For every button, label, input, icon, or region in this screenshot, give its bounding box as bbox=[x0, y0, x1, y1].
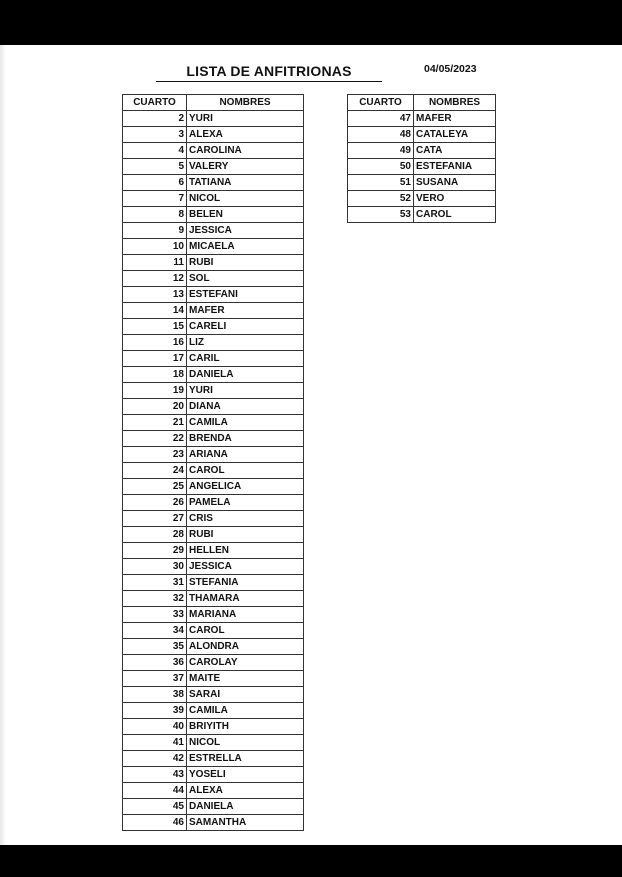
table-row bbox=[123, 223, 304, 239]
nombre-cell: NICOL bbox=[187, 191, 304, 207]
table-row bbox=[123, 191, 304, 207]
table-row bbox=[123, 559, 304, 575]
cuarto-cell: 25 bbox=[123, 479, 187, 495]
cuarto-cell: 50 bbox=[348, 159, 414, 175]
table-row bbox=[123, 175, 304, 191]
nombre-cell: CATA bbox=[414, 143, 496, 159]
nombre-cell: ANGELICA bbox=[187, 479, 304, 495]
nombre-cell: CAMILA bbox=[187, 703, 304, 719]
cuarto-cell: 39 bbox=[123, 703, 187, 719]
nombre-cell: ALEXA bbox=[187, 127, 304, 143]
cuarto-cell: 42 bbox=[123, 751, 187, 767]
nombre-cell: DIANA bbox=[187, 399, 304, 415]
table-row bbox=[123, 319, 304, 335]
cuarto-cell: 33 bbox=[123, 607, 187, 623]
table-row bbox=[348, 143, 496, 159]
cuarto-cell: 6 bbox=[123, 175, 187, 191]
nombre-cell: MAITE bbox=[187, 671, 304, 687]
table-row bbox=[123, 127, 304, 143]
cuarto-cell: 20 bbox=[123, 399, 187, 415]
cuarto-cell: 36 bbox=[123, 655, 187, 671]
cuarto-cell: 49 bbox=[348, 143, 414, 159]
nombre-cell: YURI bbox=[187, 111, 304, 127]
nombre-cell: ALEXA bbox=[187, 783, 304, 799]
nombre-cell: BRENDA bbox=[187, 431, 304, 447]
nombre-cell: MAFER bbox=[187, 303, 304, 319]
table-row bbox=[123, 815, 304, 831]
cuarto-cell: 48 bbox=[348, 127, 414, 143]
table-row bbox=[123, 351, 304, 367]
table-row bbox=[123, 431, 304, 447]
table-row bbox=[123, 143, 304, 159]
table-row bbox=[123, 399, 304, 415]
table-row bbox=[123, 623, 304, 639]
table-row bbox=[123, 767, 304, 783]
bottom-black-bar bbox=[0, 845, 622, 877]
cuarto-cell: 32 bbox=[123, 591, 187, 607]
table-row bbox=[123, 671, 304, 687]
table-row bbox=[123, 783, 304, 799]
cuarto-cell: 27 bbox=[123, 511, 187, 527]
table-row bbox=[123, 687, 304, 703]
nombre-cell: CATALEYA bbox=[414, 127, 496, 143]
table-row bbox=[123, 207, 304, 223]
header-cuarto: CUARTO bbox=[348, 95, 414, 111]
nombre-cell: YURI bbox=[187, 383, 304, 399]
cuarto-cell: 24 bbox=[123, 463, 187, 479]
cuarto-cell: 9 bbox=[123, 223, 187, 239]
nombre-cell: TATIANA bbox=[187, 175, 304, 191]
nombre-cell: CAMILA bbox=[187, 415, 304, 431]
table-row bbox=[123, 511, 304, 527]
title-underline bbox=[156, 81, 382, 82]
nombre-cell: CRIS bbox=[187, 511, 304, 527]
page-edge-shadow bbox=[0, 45, 6, 845]
cuarto-cell: 21 bbox=[123, 415, 187, 431]
cuarto-cell: 38 bbox=[123, 687, 187, 703]
nombre-cell: SARAI bbox=[187, 687, 304, 703]
cuarto-cell: 19 bbox=[123, 383, 187, 399]
cuarto-cell: 40 bbox=[123, 719, 187, 735]
nombre-cell: ESTRELLA bbox=[187, 751, 304, 767]
cuarto-cell: 51 bbox=[348, 175, 414, 191]
table-row bbox=[123, 271, 304, 287]
table-row bbox=[123, 575, 304, 591]
table-row bbox=[348, 111, 496, 127]
cuarto-cell: 46 bbox=[123, 815, 187, 831]
table-row bbox=[123, 447, 304, 463]
nombre-cell: ESTEFANIA bbox=[414, 159, 496, 175]
table-row bbox=[123, 591, 304, 607]
cuarto-cell: 12 bbox=[123, 271, 187, 287]
cuarto-cell: 16 bbox=[123, 335, 187, 351]
nombre-cell: THAMARA bbox=[187, 591, 304, 607]
cuarto-cell: 5 bbox=[123, 159, 187, 175]
table-row bbox=[123, 383, 304, 399]
nombre-cell: MICAELA bbox=[187, 239, 304, 255]
nombre-cell: VERO bbox=[414, 191, 496, 207]
cuarto-cell: 35 bbox=[123, 639, 187, 655]
table-row bbox=[123, 607, 304, 623]
roster-table-left bbox=[122, 94, 304, 831]
nombre-cell: PAMELA bbox=[187, 495, 304, 511]
table-row bbox=[348, 191, 496, 207]
nombre-cell: SOL bbox=[187, 271, 304, 287]
document-title: LISTA DE ANFITRIONAS bbox=[186, 63, 352, 79]
cuarto-cell: 52 bbox=[348, 191, 414, 207]
table-row bbox=[123, 719, 304, 735]
document-date: 04/05/2023 bbox=[424, 63, 477, 75]
nombre-cell: CARIL bbox=[187, 351, 304, 367]
table-row bbox=[123, 639, 304, 655]
document-page bbox=[0, 45, 622, 845]
nombre-cell: BELEN bbox=[187, 207, 304, 223]
cuarto-cell: 28 bbox=[123, 527, 187, 543]
table-row bbox=[348, 175, 496, 191]
cuarto-cell: 18 bbox=[123, 367, 187, 383]
cuarto-cell: 10 bbox=[123, 239, 187, 255]
nombre-cell: VALERY bbox=[187, 159, 304, 175]
header-cuarto: CUARTO bbox=[123, 95, 187, 111]
nombre-cell: LIZ bbox=[187, 335, 304, 351]
table-header-row bbox=[123, 95, 304, 111]
cuarto-cell: 53 bbox=[348, 207, 414, 223]
nombre-cell: YOSELI bbox=[187, 767, 304, 783]
nombre-cell: BRIYITH bbox=[187, 719, 304, 735]
table-row bbox=[123, 287, 304, 303]
header-nombres: NOMBRES bbox=[414, 95, 496, 111]
cuarto-cell: 2 bbox=[123, 111, 187, 127]
table-row bbox=[123, 735, 304, 751]
table-row bbox=[123, 463, 304, 479]
nombre-cell: SUSANA bbox=[414, 175, 496, 191]
table-header-row bbox=[348, 95, 496, 111]
table-row bbox=[123, 751, 304, 767]
nombre-cell: JESSICA bbox=[187, 559, 304, 575]
table-row bbox=[123, 655, 304, 671]
table-row bbox=[123, 159, 304, 175]
cuarto-cell: 4 bbox=[123, 143, 187, 159]
table-row bbox=[123, 703, 304, 719]
cuarto-cell: 13 bbox=[123, 287, 187, 303]
table-row bbox=[123, 111, 304, 127]
nombre-cell: SAMANTHA bbox=[187, 815, 304, 831]
top-black-bar bbox=[0, 0, 622, 45]
cuarto-cell: 37 bbox=[123, 671, 187, 687]
cuarto-cell: 47 bbox=[348, 111, 414, 127]
cuarto-cell: 15 bbox=[123, 319, 187, 335]
table-row bbox=[348, 207, 496, 223]
cuarto-cell: 23 bbox=[123, 447, 187, 463]
table-row bbox=[123, 303, 304, 319]
nombre-cell: ARIANA bbox=[187, 447, 304, 463]
nombre-cell: DANIELA bbox=[187, 799, 304, 815]
cuarto-cell: 43 bbox=[123, 767, 187, 783]
cuarto-cell: 30 bbox=[123, 559, 187, 575]
table-row bbox=[123, 239, 304, 255]
cuarto-cell: 26 bbox=[123, 495, 187, 511]
cuarto-cell: 34 bbox=[123, 623, 187, 639]
nombre-cell: RUBI bbox=[187, 527, 304, 543]
table-row bbox=[123, 799, 304, 815]
roster-table-right bbox=[347, 94, 496, 223]
nombre-cell: HELLEN bbox=[187, 543, 304, 559]
table-row bbox=[123, 335, 304, 351]
nombre-cell: ALONDRA bbox=[187, 639, 304, 655]
table-row bbox=[123, 495, 304, 511]
nombre-cell: DANIELA bbox=[187, 367, 304, 383]
nombre-cell: CAROL bbox=[187, 623, 304, 639]
table-row bbox=[348, 127, 496, 143]
table-row bbox=[123, 255, 304, 271]
table-row bbox=[123, 367, 304, 383]
nombre-cell: MARIANA bbox=[187, 607, 304, 623]
nombre-cell: STEFANIA bbox=[187, 575, 304, 591]
header-nombres: NOMBRES bbox=[187, 95, 304, 111]
nombre-cell: RUBI bbox=[187, 255, 304, 271]
nombre-cell: CARELI bbox=[187, 319, 304, 335]
cuarto-cell: 41 bbox=[123, 735, 187, 751]
nombre-cell: ESTEFANI bbox=[187, 287, 304, 303]
nombre-cell: CAROLINA bbox=[187, 143, 304, 159]
cuarto-cell: 17 bbox=[123, 351, 187, 367]
nombre-cell: CAROL bbox=[414, 207, 496, 223]
nombre-cell: NICOL bbox=[187, 735, 304, 751]
table-row bbox=[123, 479, 304, 495]
table-row bbox=[348, 159, 496, 175]
cuarto-cell: 14 bbox=[123, 303, 187, 319]
cuarto-cell: 3 bbox=[123, 127, 187, 143]
nombre-cell: JESSICA bbox=[187, 223, 304, 239]
cuarto-cell: 22 bbox=[123, 431, 187, 447]
cuarto-cell: 11 bbox=[123, 255, 187, 271]
cuarto-cell: 45 bbox=[123, 799, 187, 815]
table-row bbox=[123, 527, 304, 543]
nombre-cell: MAFER bbox=[414, 111, 496, 127]
nombre-cell: CAROL bbox=[187, 463, 304, 479]
nombre-cell: CAROLAY bbox=[187, 655, 304, 671]
table-row bbox=[123, 415, 304, 431]
cuarto-cell: 29 bbox=[123, 543, 187, 559]
cuarto-cell: 7 bbox=[123, 191, 187, 207]
cuarto-cell: 44 bbox=[123, 783, 187, 799]
cuarto-cell: 8 bbox=[123, 207, 187, 223]
cuarto-cell: 31 bbox=[123, 575, 187, 591]
table-row bbox=[123, 543, 304, 559]
